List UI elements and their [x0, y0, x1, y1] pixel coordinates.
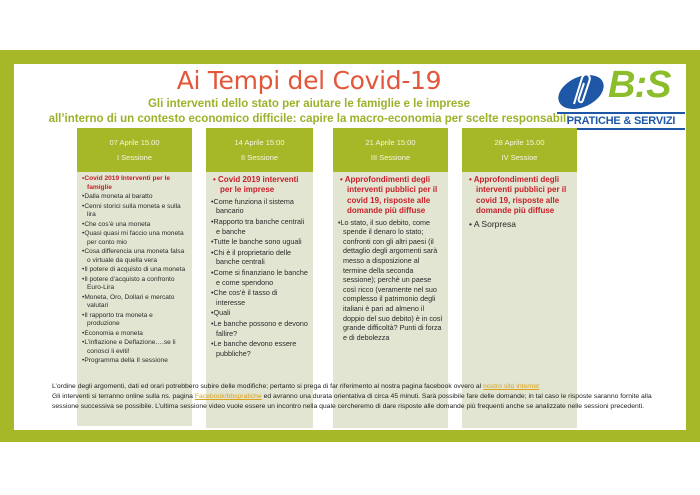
topic-item: • Chi è il proprietario delle banche centrali [211, 248, 308, 267]
topic-item: • Il potere di acquisto di una moneta [82, 266, 187, 275]
topic-item: • Tutte le banche sono uguali [211, 237, 308, 247]
topic-item: • Dalla moneta al baratto [82, 193, 187, 202]
session-header [206, 128, 313, 172]
footer-text: L’ordine degli argomenti, dati ed orari potrebbero subire delle modifiche; pertanto si prega di far riferimento al nostra pagina facebook ovvero al [52, 383, 484, 390]
flyer-content [14, 64, 686, 430]
session-date: 07 Aprile 15.00 [109, 138, 160, 147]
topic-item: • Moneta, Oro, Dollari e mercato valutari [82, 294, 187, 311]
session-name: III Sessione [370, 153, 411, 162]
subtitle-line-2: all’interno di un contesto economico difficile: capire la macro-economia per scelte responsabili [48, 113, 570, 125]
session-name: IV Sessioe [501, 153, 538, 162]
bbs-logo [556, 64, 686, 127]
topic-item: • Cenni storici sulla moneta e sulla lira [82, 203, 187, 220]
session-topics [462, 172, 577, 235]
session-name: II Sessione [240, 153, 279, 162]
topic-item: • Il rapporto tra moneta e produzione [82, 312, 187, 329]
topic-item: • Il potere d’acquisto a confronto Euro-Lira [82, 276, 187, 293]
session-header [462, 128, 577, 172]
topic-item: • L’inflazione e Deflazione….se li conosci li eviti! [82, 339, 187, 356]
topic-item: • Covid 2019 Interventi per le famiglie [82, 175, 187, 192]
logo-tagline: PRATICHE & SERVIZI [557, 112, 685, 130]
session-name: I Sessione [116, 153, 153, 162]
session-date: 21 Aprile 15:00 [365, 138, 416, 147]
session-topics [333, 172, 448, 347]
footer-notes [52, 382, 662, 412]
footer-text: Gli interventi si terranno online sulla ns. pagina [52, 393, 195, 400]
topic-item: • Approfondimenti degli interventi pubblici per il covid 19, risposte alle domande più diffuse [338, 175, 443, 217]
topic-item: • Covid 2019 interventi per le imprese [211, 175, 308, 196]
topic-item: • Economia e moneta [82, 330, 187, 339]
session-topics [206, 172, 313, 363]
session-topics [77, 172, 192, 371]
topic-item: • Approfondimenti degli interventi pubblici per il covid 19, risposte alle domande più diffuse [467, 175, 572, 217]
page-title: Ai Tempi del Covid-19 [176, 66, 442, 95]
footer-line-1 [52, 382, 662, 392]
footer-text: ed avranno una durata orientativa di circa 45 minuti. Sarà possibile fare delle domande; in tal caso le risposte saranno fornite alla sessione successiva se possibile. L’ultima sessione video vuole essere un incontro nella quale cercheremo di dare risposte alle domande più frequenti anche se analizzate nelle sessioni precedenti. [52, 393, 652, 410]
topic-item: • Che cos’è il tasso di interesse [211, 288, 308, 307]
facebook-link[interactable]: Facebook/bbspratiche [194, 393, 262, 400]
logo-brand: B:S [608, 64, 671, 106]
session-header [333, 128, 448, 172]
footer-line-2 [52, 392, 662, 412]
topic-item: • A Sorpresa [467, 218, 572, 230]
website-link[interactable]: nostro sito internet [483, 383, 540, 390]
subtitle-line-1: Gli interventi dello stato per aiutare le famiglie e le imprese [147, 98, 471, 110]
topic-item: • Come si finanziano le banche e come spendono [211, 268, 308, 287]
topic-item: • Che cos’è una moneta [82, 221, 187, 230]
topic-item: • Lo stato, il suo debito, come spende il denaro lo stato; confronti con gli altri paesi (il dettaglio degli argomenti sarà messo a disposizione al termine della seconda sessione); perchè un paese così ricco (veramente nel suo complesso il patrimonio degli italiani è pari ad almeno il doppio del suo debito) è in così grande difficoltà? Punti di forza e di debolezza [338, 218, 443, 343]
topic-item: • Rapporto tra banche centrali e banche [211, 217, 308, 236]
topic-item: • Quali [211, 308, 308, 318]
paperclip-icon [556, 70, 606, 110]
topic-item: • Le banche devono essere pubbliche? [211, 339, 308, 358]
topic-item: • Come funziona il sistema bancario [211, 197, 308, 216]
session-header [77, 128, 192, 172]
session-date: 14 Aprile 15:00 [234, 138, 285, 147]
session-date: 28 Aprile 15.00 [494, 138, 545, 147]
topic-item: • Cosa differencia una moneta falsa o virtuale da quella vera [82, 248, 187, 265]
topic-item: • Quasi quasi mi faccio una moneta per conto mio [82, 230, 187, 247]
topic-item: • Programma della II sessione [82, 357, 187, 366]
green-frame [0, 50, 700, 442]
topic-item: • Le banche possono e devono fallire? [211, 319, 308, 338]
